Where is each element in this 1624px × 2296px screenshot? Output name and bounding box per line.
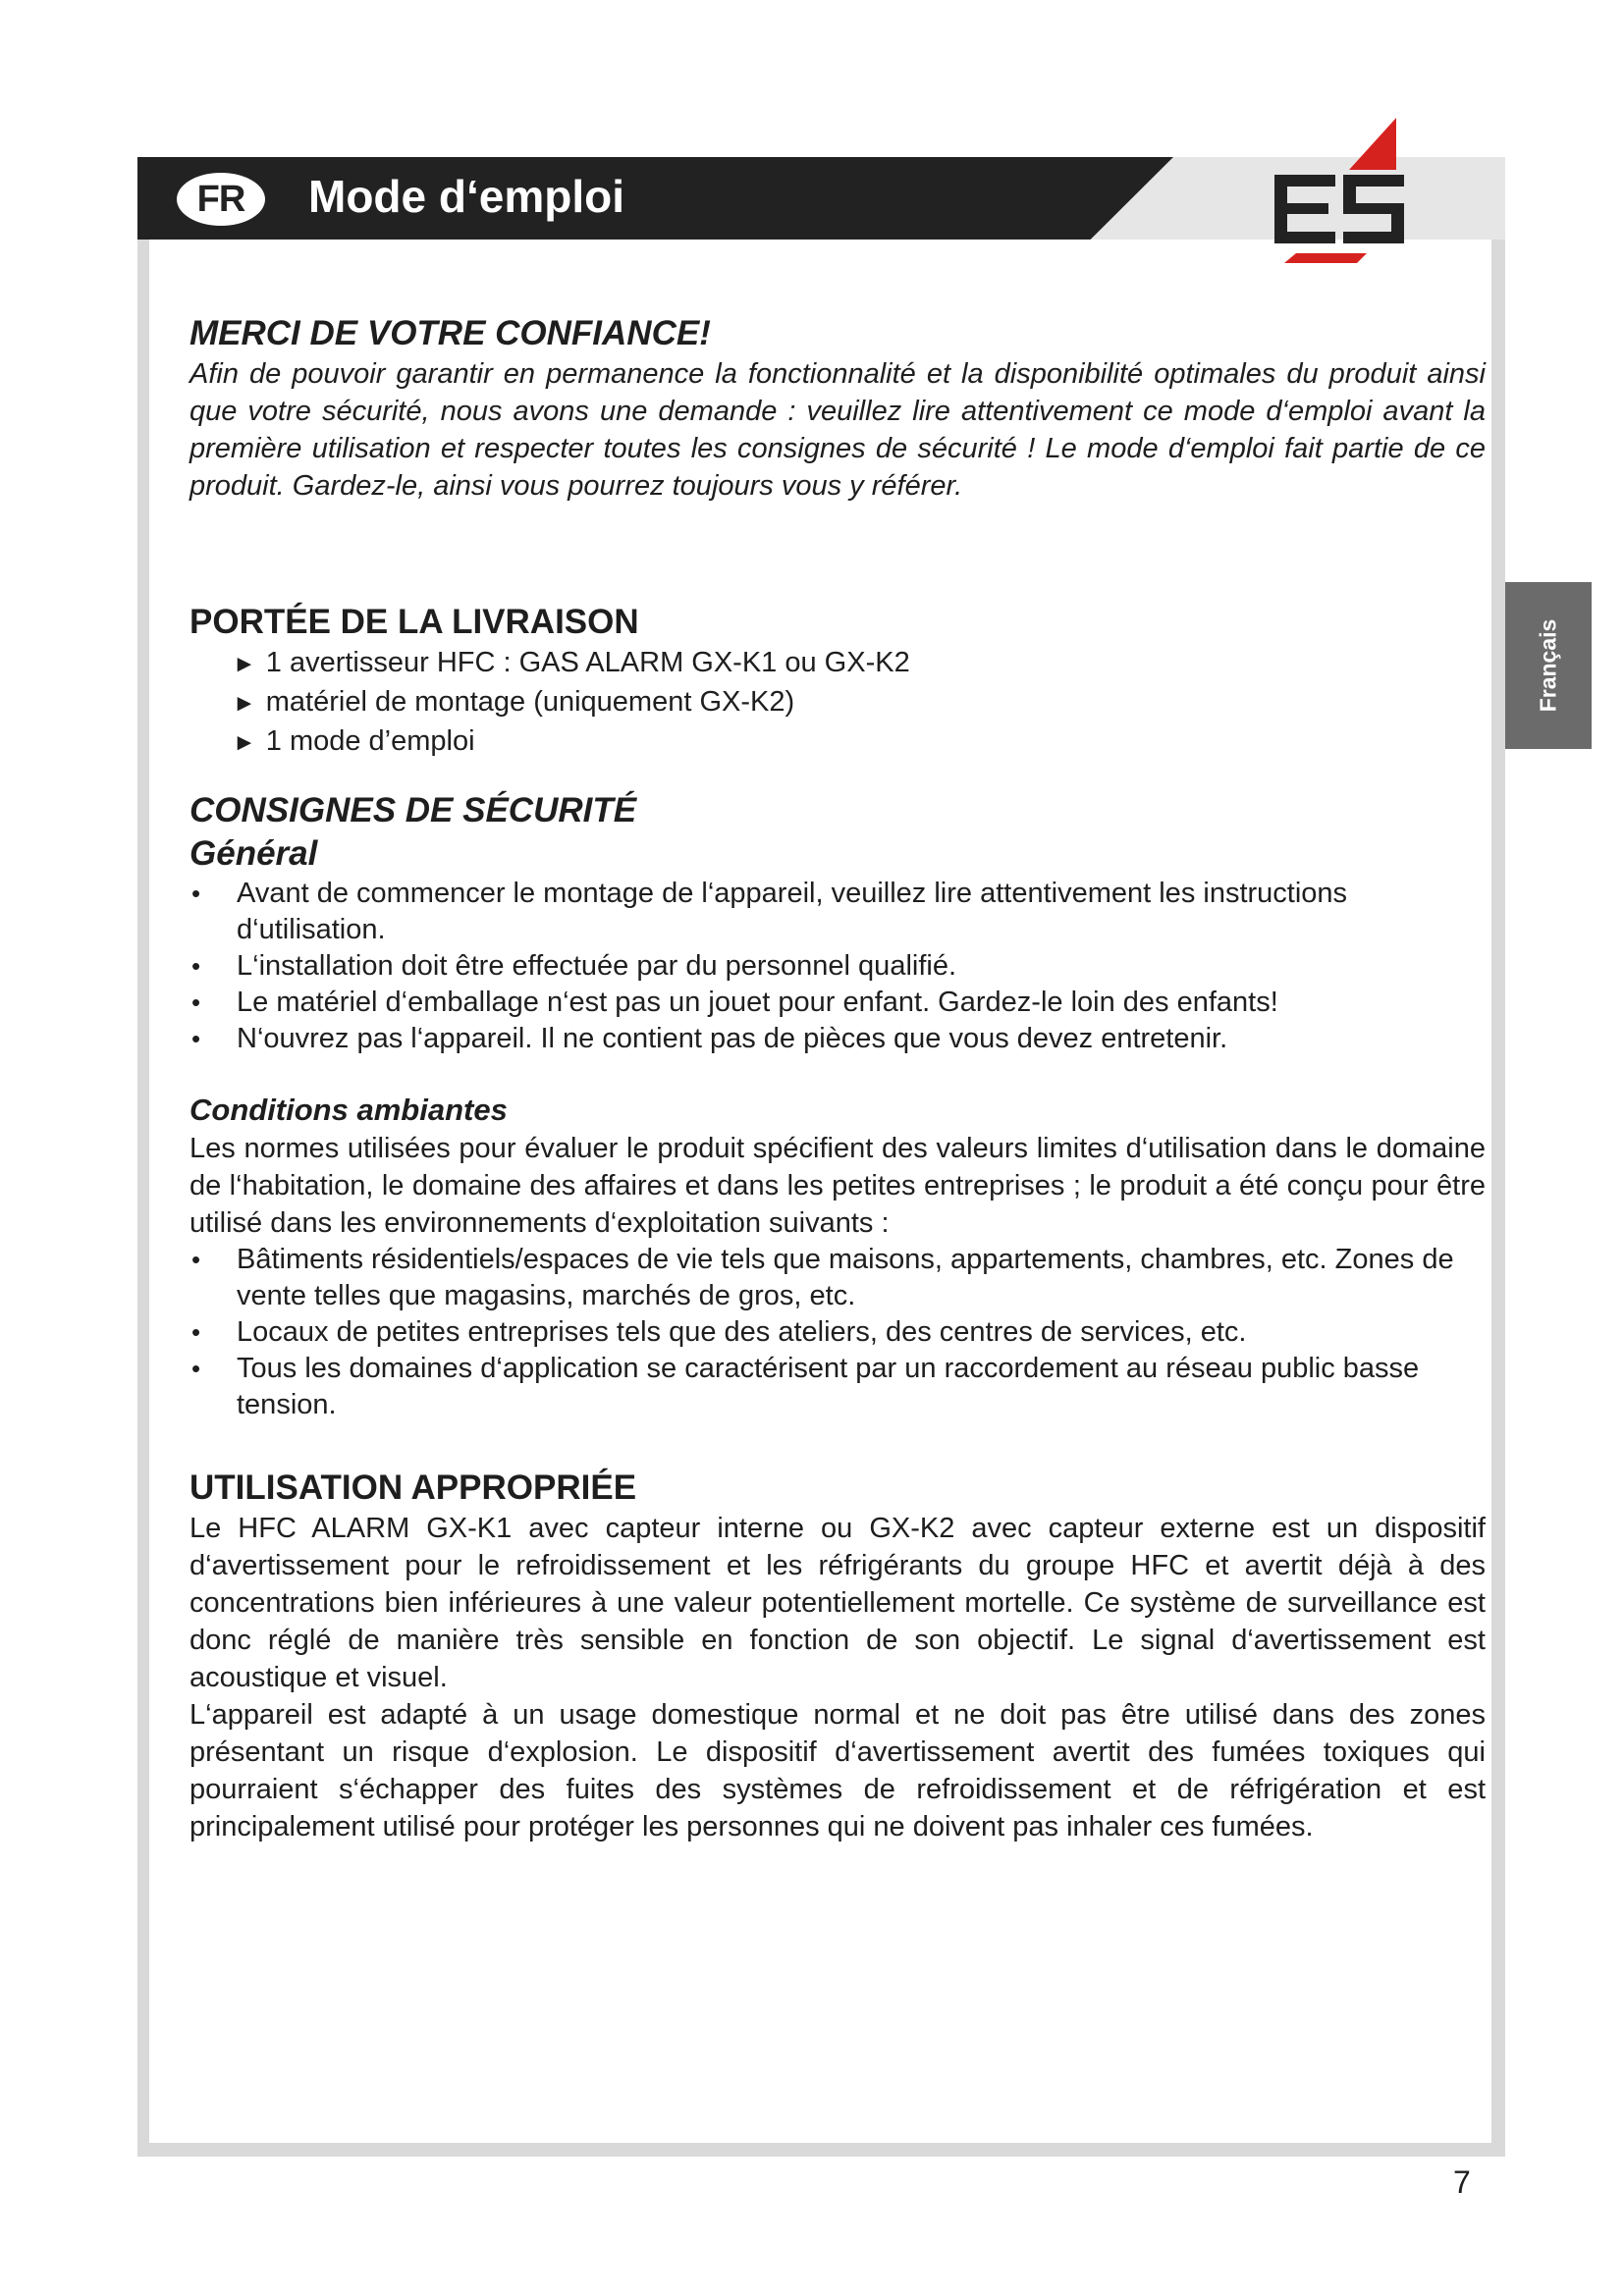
list-item: • Le matériel d‘emballage n‘est pas un jouet pour enfant. Gardez-le loin des enfants! [189, 985, 1486, 1021]
safety-title: CONSIGNES DE SÉCURITÉ [189, 791, 637, 829]
header-bar [137, 157, 1173, 240]
list-item: • Bâtiments résidentiels/espaces de vie tels que maisons, appartements, chambres, etc. Zones de vente telles que magasins, marchés de gros, etc. [191, 1244, 1454, 1311]
safety-subtitle: Général [189, 834, 318, 873]
logo-red-underline [1284, 253, 1367, 263]
bullet-icon: • [191, 1245, 201, 1274]
es-logo [1257, 116, 1414, 263]
section-conditions [189, 1091, 1486, 1423]
thanks-title: MERCI DE VOTRE CONFIANCE! [189, 314, 711, 352]
logo-letter-s [1343, 175, 1404, 243]
language-badge: FR [177, 173, 265, 226]
usage-text-1: Le HFC ALARM GX-K1 avec capteur interne ou GX-K2 avec capteur externe est un dispositif d‘avertissement pour le refroidissement et les réfrigérants du groupe HFC et avertit déjà à des concentrations bien inférieures à une valeur potentiellement mortelle. Ce système de surveillance est donc réglé de manière très sensible en fonction de son objectif. Le signal d‘avertissement est acoustique et visuel. [189, 1513, 1486, 1693]
list-item: ► 1 avertisseur HFC : GAS ALARM GX-K1 ou GX-K2 [233, 647, 910, 678]
manual-content [189, 312, 1486, 1845]
bullet-icon: • [191, 1317, 201, 1347]
page-number: 7 [1453, 2164, 1471, 2200]
bullet-icon: • [191, 879, 201, 908]
page-title: Mode d‘emploi [308, 171, 624, 222]
arrow-icon: ► [233, 690, 256, 717]
safety-list [189, 876, 1486, 1057]
bullet-icon: • [191, 1024, 201, 1053]
list-item: • Avant de commencer le montage de l‘appareil, veuillez lire attentivement les instructions d‘utilisation. [191, 878, 1348, 945]
bullet-icon: • [191, 951, 201, 981]
usage-title: UTILISATION APPROPRIÉE [189, 1468, 637, 1507]
arrow-icon: ► [233, 651, 256, 677]
logo-letter-e [1274, 175, 1335, 243]
delivery-list [189, 644, 1486, 762]
delivery-title: PORTÉE DE LA LIVRAISON [189, 603, 639, 641]
conditions-list [189, 1242, 1486, 1423]
bullet-icon: • [191, 1354, 201, 1383]
section-thanks [189, 312, 1486, 505]
arrow-icon: ► [233, 729, 256, 756]
list-item: ► 1 mode d’emploi [233, 725, 475, 757]
list-item: ► matériel de montage (uniquement GX-K2) [233, 686, 795, 718]
usage-text-2: L‘appareil est adapté à un usage domestique normal et ne doit pas être utilisé dans des zones présentant un risque d‘explosion. Le dispositif d‘avertissement avertit des fumées toxiques qui pourraient s‘échapper des fuites des systèmes de refroidissement et de réfrigération et est principalement utilisé pour protéger les personnes qui ne doivent pas inhaler ces fumées. [189, 1699, 1486, 1842]
list-item: • L‘installation doit être effectuée par du personnel qualifié. [189, 948, 1486, 985]
list-item: • Tous les domaines d‘application se caractérisent par un raccordement au réseau public basse tension. [191, 1353, 1420, 1420]
section-delivery [189, 601, 1486, 762]
section-safety [189, 789, 1486, 1057]
list-item: • N‘ouvrez pas l‘appareil. Il ne contient pas de pièces que vous devez entretenir. [189, 1021, 1486, 1057]
list-item: • Locaux de petites entreprises tels que des ateliers, des centres de services, etc. [189, 1314, 1486, 1351]
conditions-text: Les normes utilisées pour évaluer le produit spécifient des valeurs limites d‘utilisation dans le domaine de l‘habitation, le domaine des affaires et dans les petites entreprises ; le produit a été conçu pour être utilisé dans les environnements d‘exploitation suivants : [189, 1133, 1486, 1239]
thanks-text: Afin de pouvoir garantir en permanence la fonctionnalité et la disponibilité optimales du produit ainsi que votre sécurité, nous avons une demande : veuillez lire attentivement ce mode d‘emploi avant la première utilisation et respecter toutes les consignes de sécurité ! Le mode d‘emploi fait partie de ce produit. Gardez-le, ainsi vous pourrez toujours vous y référer. [189, 358, 1486, 502]
bullet-icon: • [191, 988, 201, 1017]
section-usage [189, 1467, 1486, 1845]
conditions-title: Conditions ambiantes [189, 1093, 508, 1127]
language-side-tab-label: Français [1535, 618, 1561, 713]
logo-red-triangle [1349, 118, 1396, 170]
